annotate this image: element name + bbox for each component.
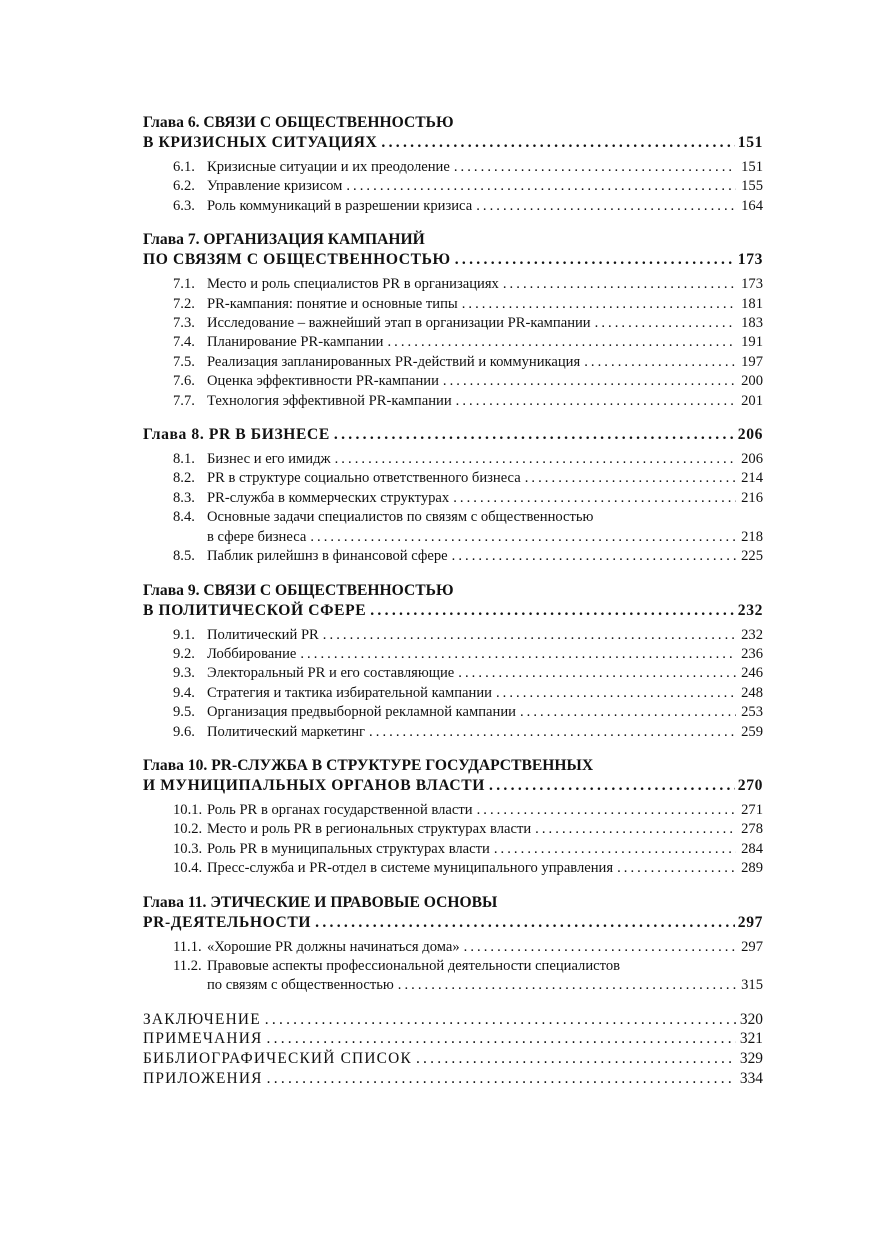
section-entry[interactable] [143,450,763,469]
section-number: 9.4. [173,684,195,701]
dot-leader [584,353,736,372]
section-entry[interactable] [143,801,763,820]
chapter-title-line2: PR-ДЕЯТЕЛЬНОСТИ [143,913,312,931]
chapter-page-number: 297 [737,913,763,931]
section-number: 7.6. [173,373,195,390]
section-page-number: 216 [741,489,763,506]
chapter-page-number: 173 [737,251,763,269]
section-text [173,801,473,820]
section-text [173,372,439,391]
section-page-number: 218 [741,528,763,545]
section-page-number: 248 [741,684,763,701]
chapter-page-number: 206 [737,426,763,444]
section-list [143,801,763,879]
chapter-heading-line2[interactable] [143,133,763,153]
chapter-title-line1: Глава 6. СВЯЗИ С ОБЩЕСТВЕННОСТЬЮ [143,114,454,131]
section-text [173,938,460,957]
chapter [143,756,763,879]
section-entry[interactable] [143,333,763,352]
dot-leader [315,913,735,933]
section-title: Управление кризисом [207,178,343,195]
dot-leader [496,684,736,703]
section-entry[interactable] [143,938,763,957]
dot-leader [476,197,736,216]
section-title: Кризисные ситуации и их преодоление [207,159,450,175]
dot-leader [464,938,736,957]
dot-leader [462,295,736,314]
section-title: Планирование PR-кампании [207,334,384,351]
section-page-number: 289 [741,860,763,877]
chapter-page-number: 270 [737,776,763,794]
chapter-title-line2: В КРИЗИСНЫХ СИТУАЦИЯХ [143,134,378,151]
section-entry[interactable] [143,626,763,645]
section-entry[interactable] [143,684,763,703]
dot-leader [458,664,736,683]
chapter-title-line2: И МУНИЦИПАЛЬНЫХ ОРГАНОВ ВЛАСТИ [143,776,486,794]
chapter [143,893,763,996]
section-page-number: 225 [741,548,763,565]
table-of-contents [143,113,763,1088]
section-entry[interactable] [143,840,763,859]
section-text [173,859,613,878]
dot-leader [535,820,736,839]
section-number: 8.1. [173,451,195,468]
section-text [173,820,531,839]
section-title: Стратегия и тактика избирательной кампании [207,684,492,701]
section-number: 9.1. [173,626,195,643]
section-entry-continuation[interactable] [143,976,763,995]
section-text [173,626,319,645]
section-title: Роль коммуникаций в разрешении кризиса [207,197,473,214]
section-number: 8.2. [173,470,195,487]
backmatter-page-number: 321 [739,1030,763,1048]
backmatter-title: ЗАКЛЮЧЕНИЕ [143,1010,261,1028]
section-page-number: 181 [741,295,763,312]
section-number: 6.3. [173,197,195,214]
section-title: Место и роль специалистов PR в организациях [207,276,499,293]
section-title: Политический PR [207,626,319,643]
chapter-title-line1: Глава 8. PR В БИЗНЕСЕ [143,426,330,444]
chapter-page-number: 232 [737,601,763,619]
section-title: Оценка эффективности PR-кампании [207,373,439,390]
chapter-heading-line2[interactable] [143,250,763,270]
section-number: 9.6. [173,723,195,740]
section-number: 8.4. [173,509,195,526]
dot-leader [334,425,735,445]
section-title-continuation: в сфере бизнеса [207,528,307,545]
dot-leader [369,723,736,742]
section-title: Организация предвыборной рекламной кампании [207,704,516,721]
backmatter-entry[interactable] [143,1049,763,1069]
section-list [143,938,763,996]
backmatter-title: БИБЛИОГРАФИЧЕСКИЙ СПИСОК [143,1049,412,1067]
section-title-continuation: по связям с общественностью [207,977,394,994]
dot-leader [267,1069,736,1089]
section-number: 9.5. [173,704,195,721]
dot-leader [416,1049,736,1069]
section-list [143,626,763,742]
section-entry[interactable] [143,489,763,508]
dot-leader [503,275,736,294]
chapter-heading[interactable] [143,756,763,776]
backmatter-entry[interactable] [143,1010,763,1030]
section-text [173,489,449,508]
section-text [173,508,593,527]
section-text [173,723,365,742]
section-text [173,275,499,294]
dot-leader [381,133,734,153]
section-entry[interactable] [143,664,763,683]
dot-leader [456,392,736,411]
section-entry[interactable] [143,508,763,527]
section-number: 9.2. [173,645,195,662]
section-text [173,314,591,333]
section-number: 8.5. [173,548,195,565]
section-entry[interactable] [143,275,763,294]
section-title: Политический маркетинг [207,723,366,740]
section-page-number: 155 [741,178,763,195]
section-number: 11.1. [173,938,202,955]
backmatter-title: ПРИМЕЧАНИЯ [143,1030,263,1048]
section-number: 10.4. [173,860,203,877]
section-entry[interactable] [143,820,763,839]
section-text [173,392,452,411]
dot-leader [398,976,736,995]
dot-leader [300,645,736,664]
section-number: 7.1. [173,276,195,293]
dot-leader [370,601,735,621]
section-page-number: 284 [741,840,763,857]
chapter [143,230,763,411]
section-text [173,450,331,469]
section-number: 11.2. [173,957,202,974]
dot-leader [346,177,736,196]
section-title: Лоббирование [207,645,297,662]
dot-leader [323,626,736,645]
section-title: Пресс-служба и PR-отдел в системе муниципального управления [207,860,614,877]
chapter-title-line1: Глава 11. ЭТИЧЕСКИЕ И ПРАВОВЫЕ ОСНОВЫ [143,893,498,911]
chapter-heading-line2[interactable] [143,601,763,621]
backmatter-page-number: 320 [739,1010,763,1028]
section-number: 7.7. [173,392,195,409]
section-entry[interactable] [143,353,763,372]
section-page-number: 201 [741,392,763,409]
backmatter-page-number: 334 [739,1069,763,1087]
section-entry[interactable] [143,158,763,177]
section-entry[interactable] [143,547,763,566]
chapter-title-line1: Глава 7. ОРГАНИЗАЦИЯ КАМПАНИЙ [143,231,425,249]
section-page-number: 200 [741,373,763,390]
section-page-number: 236 [741,645,763,662]
section-number: 8.3. [173,489,195,506]
section-entry[interactable] [143,859,763,878]
chapter-page-number: 151 [737,134,763,151]
section-text [173,295,458,314]
dot-leader [267,1029,737,1049]
section-entry-continuation[interactable] [143,528,763,547]
section-page-number: 164 [741,197,763,214]
section-entry[interactable] [143,295,763,314]
section-number: 6.2. [173,178,195,195]
backmatter-entry[interactable] [143,1069,763,1089]
section-number: 7.2. [173,295,195,312]
dot-leader [335,450,736,469]
section-text [173,177,342,196]
section-text [173,703,516,722]
section-title: «Хорошие PR должны начинаться дома» [207,938,460,955]
backmatter-page-number: 329 [739,1049,763,1067]
section-number: 10.2. [173,821,203,838]
section-entry[interactable] [143,469,763,488]
dot-leader [525,469,736,488]
chapter-heading-line2[interactable] [143,913,763,933]
section-number: 7.3. [173,315,195,332]
section-page-number: 191 [741,334,763,351]
dot-leader [443,372,736,391]
dot-leader [595,314,736,333]
section-number: 10.3. [173,840,203,857]
dot-leader [494,840,736,859]
section-entry[interactable] [143,392,763,411]
chapter-heading-line2[interactable] [143,776,763,796]
section-page-number: 271 [741,801,763,818]
chapter-heading[interactable] [143,893,763,913]
section-text [173,469,521,488]
section-entry[interactable] [143,197,763,216]
chapter-heading[interactable] [143,581,763,601]
dot-leader [520,703,736,722]
section-number: 9.3. [173,665,195,682]
section-number: 6.1. [173,159,195,175]
chapter-title-line2: ПО СВЯЗЯМ С ОБЩЕСТВЕННОСТЬЮ [143,251,451,269]
dot-leader [265,1010,736,1030]
section-page-number: 253 [741,704,763,721]
section-entry[interactable] [143,314,763,333]
section-list [143,275,763,411]
section-title: PR-кампания: понятие и основные типы [207,295,458,312]
section-title: Бизнес и его имидж [207,451,331,468]
chapter [143,581,763,742]
section-title: Технология эффективной PR-кампании [207,392,452,409]
section-page-number: 315 [741,977,763,994]
section-page-number: 206 [741,451,763,468]
section-text [173,645,296,664]
section-title: PR в структуре социально ответственного бизнеса [207,470,521,487]
section-page-number: 197 [741,353,763,370]
section-text [173,840,490,859]
section-page-number: 297 [741,938,763,955]
section-text [173,333,383,352]
section-page-number: 232 [741,626,763,643]
section-page-number: 246 [741,665,763,682]
section-text [173,158,450,177]
chapter [143,425,763,566]
section-number: 7.4. [173,334,195,351]
dot-leader [452,547,736,566]
section-title: Реализация запланированных PR-действий и коммуникация [207,353,581,370]
chapter [143,113,763,216]
section-text [173,353,580,372]
section-list [143,450,763,566]
section-number: 7.5. [173,353,195,370]
section-title: PR-служба в коммерческих структурах [207,489,450,506]
dot-leader [310,528,736,547]
section-title: Электоральный PR и его составляющие [207,665,455,682]
section-title: Роль PR в органах государственной власти [207,801,473,818]
section-text [173,957,620,976]
section-text [173,197,472,216]
section-entry[interactable] [143,177,763,196]
section-title: Паблик рилейшнз в финансовой сфере [207,548,448,565]
section-page-number: 151 [741,159,763,175]
section-page-number: 259 [741,723,763,740]
section-title: Правовые аспекты профессиональной деятельности специалистов [207,957,621,974]
section-title: Основные задачи специалистов по связям с общественностью [207,509,594,526]
section-page-number: 278 [741,821,763,838]
dot-leader [455,250,735,270]
chapter-title-line2: В ПОЛИТИЧЕСКОЙ СФЕРЕ [143,601,367,619]
dot-leader [387,333,736,352]
section-entry[interactable] [143,703,763,722]
chapter-heading[interactable] [143,113,763,133]
backmatter-entry[interactable] [143,1029,763,1049]
dot-leader [454,158,736,177]
section-page-number: 183 [741,315,763,332]
section-entry[interactable] [143,372,763,391]
section-text [173,547,448,566]
section-title: Исследование – важнейший этап в организации PR-кампании [207,315,591,332]
chapter-title-line1: Глава 9. СВЯЗИ С ОБЩЕСТВЕННОСТЬЮ [143,581,454,599]
section-number: 10.1. [173,801,203,818]
dot-leader [489,776,735,796]
dot-leader [453,489,736,508]
section-title: Место и роль PR в региональных структурах власти [207,821,532,838]
section-entry[interactable] [143,723,763,742]
section-page-number: 173 [741,276,763,293]
section-page-number: 214 [741,470,763,487]
dot-leader [477,801,736,820]
section-entry[interactable] [143,645,763,664]
section-text [173,684,492,703]
dot-leader [617,859,736,878]
backmatter-title: ПРИЛОЖЕНИЯ [143,1069,263,1087]
chapter-heading[interactable] [143,425,763,445]
section-text [173,664,454,683]
section-list [143,158,763,216]
chapter-title-line1: Глава 10. PR-СЛУЖБА В СТРУКТУРЕ ГОСУДАРСТВЕННЫХ [143,756,594,774]
chapter-heading[interactable] [143,230,763,250]
back-matter [143,1010,763,1088]
section-title: Роль PR в муниципальных структурах власти [207,840,490,857]
section-entry[interactable] [143,957,763,976]
